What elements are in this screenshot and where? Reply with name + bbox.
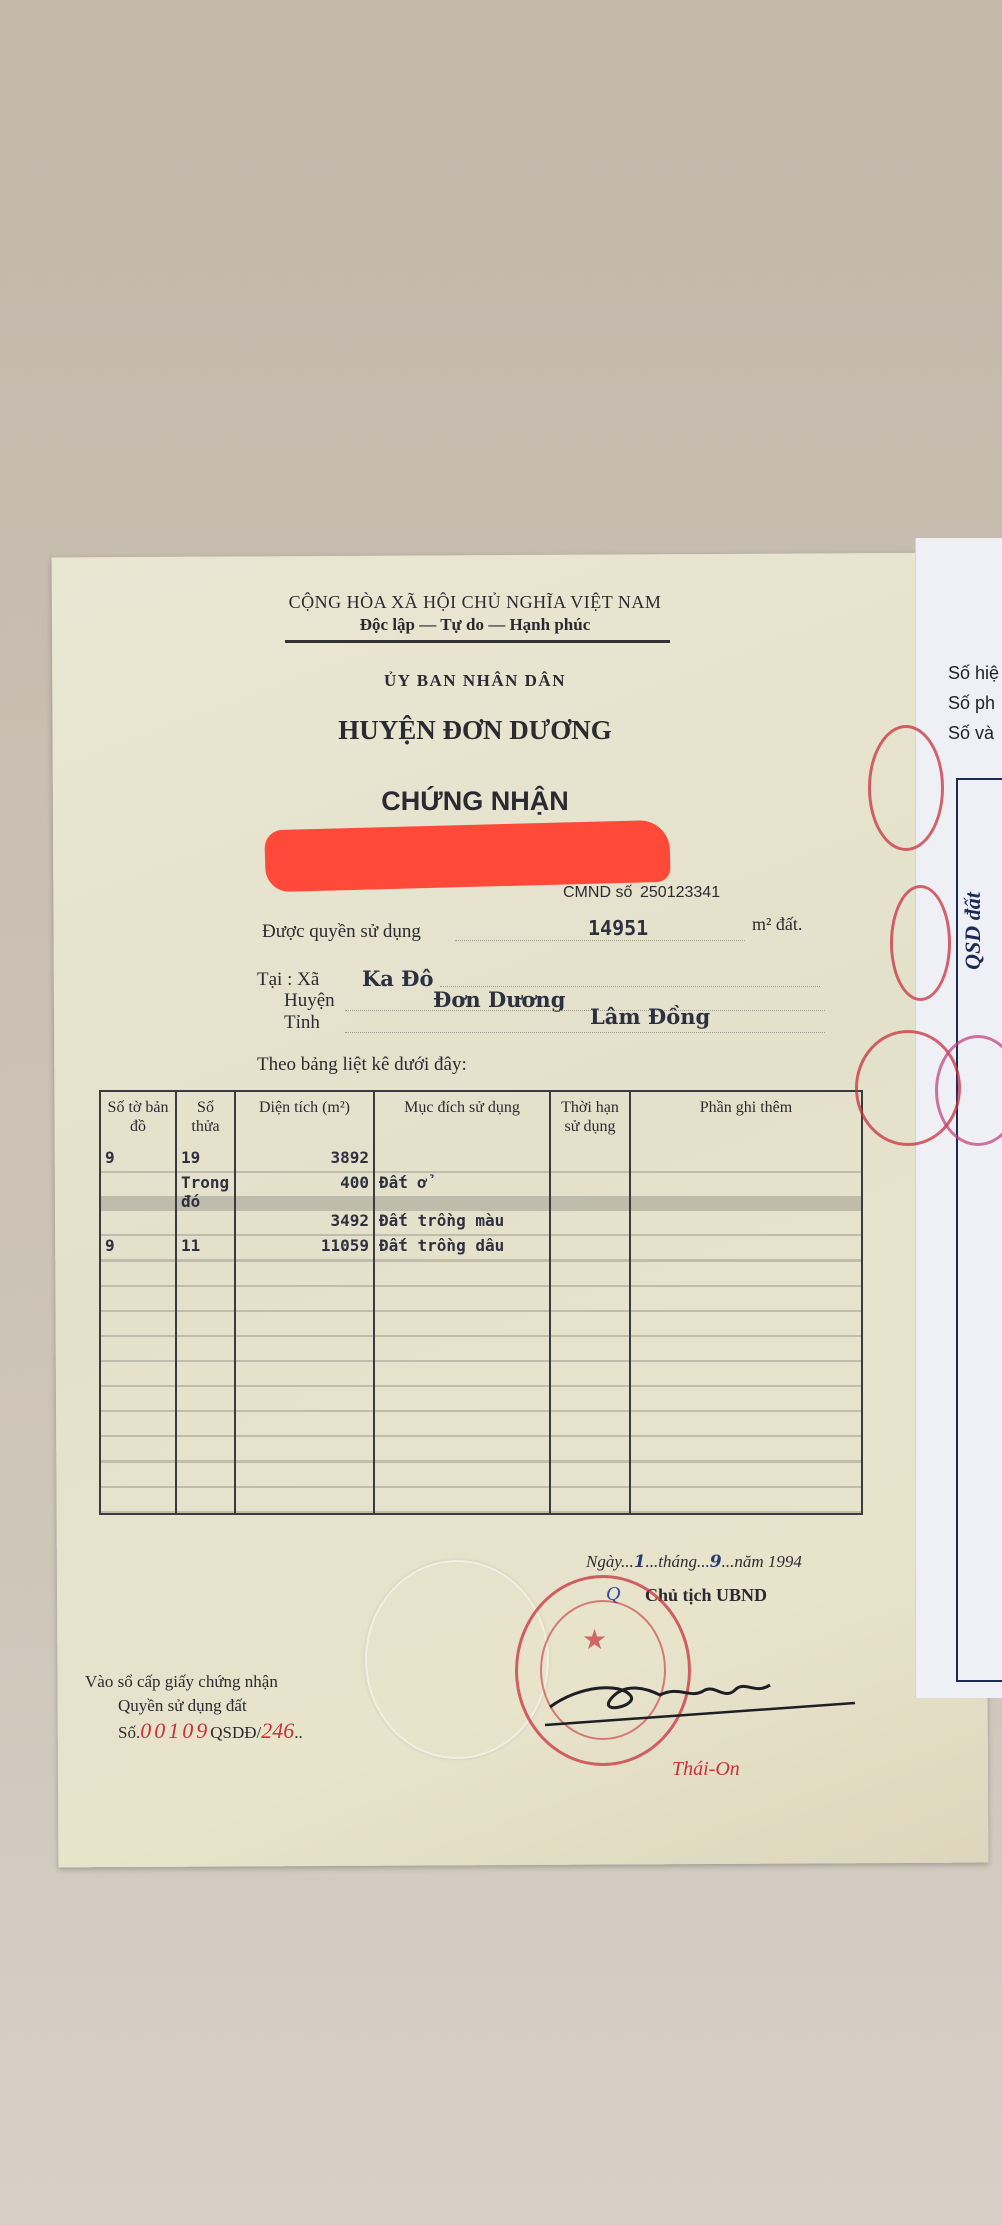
table-cell [550, 1437, 630, 1462]
table-cell: 19 [176, 1148, 235, 1173]
table-cell [630, 1262, 862, 1287]
table-cell [630, 1362, 862, 1387]
table-cell [550, 1173, 630, 1211]
month-label: tháng [658, 1552, 698, 1571]
area-label: Được quyền sử dụng [262, 921, 421, 942]
registry-suffix-value: 246 [261, 1718, 295, 1743]
issuer-line2: HUYỆN ĐƠN DƯƠNG [338, 715, 612, 745]
table-cell [630, 1463, 862, 1488]
table-cell [176, 1412, 235, 1437]
table-cell [630, 1236, 862, 1261]
table-row [100, 1211, 862, 1236]
table-cell [374, 1488, 550, 1514]
registry-number: Số.00109QSDĐ/246.. [118, 1718, 303, 1743]
registry-suffix: QSDĐ/ [210, 1723, 262, 1742]
table-cell [176, 1312, 235, 1337]
side-doc-line: Số ph [948, 693, 996, 713]
table-cell [374, 1463, 550, 1488]
side-doc-line: Số hiệ [948, 663, 1000, 683]
table-cell [235, 1463, 374, 1488]
table-cell [235, 1362, 374, 1387]
table-empty-row [100, 1312, 862, 1337]
table-cell [176, 1387, 235, 1412]
motto: Độc lập — Tự do — Hạnh phúc [359, 615, 591, 634]
table-cell [100, 1387, 176, 1412]
table-cell [374, 1437, 550, 1462]
table-cell [630, 1312, 862, 1337]
table-cell [630, 1148, 862, 1173]
table-cell: Trong đó [176, 1173, 235, 1211]
table-cell [374, 1148, 550, 1173]
redacted-name [264, 820, 670, 893]
nation-header: CỘNG HÒA XÃ HỘI CHỦ NGHĨA VIỆT NAM [288, 592, 662, 612]
dotted-line [455, 940, 745, 941]
registration-stamp [868, 725, 944, 851]
table-cell: Đất trồng màu [374, 1211, 550, 1236]
side-doc-line: Số và [948, 723, 995, 743]
column-header: Phần ghi thêm [630, 1091, 862, 1148]
district-label: Huyện [284, 990, 335, 1011]
table-cell [550, 1463, 630, 1488]
table-cell [630, 1488, 862, 1514]
column-header: Thời hạn sử dụng [550, 1091, 630, 1148]
day-label: Ngày [586, 1552, 621, 1571]
table-empty-row [100, 1437, 862, 1462]
table-cell: 400 [235, 1173, 374, 1211]
table-cell [235, 1412, 374, 1437]
table-cell [630, 1173, 862, 1211]
table-cell [176, 1488, 235, 1514]
table-cell [550, 1211, 630, 1236]
table-cell [374, 1337, 550, 1362]
table-cell [176, 1437, 235, 1462]
column-header: Số tờ bản đồ [100, 1091, 176, 1148]
signer-prefix: Q [606, 1583, 621, 1605]
table-intro: Theo bảng liệt kê dưới đây: [257, 1054, 467, 1075]
certificate-title: CHỨNG NHẬN [381, 786, 569, 816]
province-value: Lâm Đồng [590, 1004, 711, 1029]
table-cell: 11059 [235, 1236, 374, 1261]
commune-value: Ka Đô [362, 966, 434, 991]
table-cell [176, 1362, 235, 1387]
column-header: Diện tích (m²) [235, 1091, 374, 1148]
table-cell [100, 1488, 176, 1514]
table-cell [630, 1337, 862, 1362]
land-parcel-table [99, 1090, 863, 1515]
table-cell [550, 1262, 630, 1287]
table-cell [374, 1312, 550, 1337]
signature [540, 1655, 870, 1735]
table-row [100, 1173, 862, 1211]
table-cell [630, 1287, 862, 1312]
table-cell: 3492 [235, 1211, 374, 1236]
table-cell [374, 1287, 550, 1312]
table-cell [630, 1211, 862, 1236]
table-empty-row [100, 1337, 862, 1362]
table-cell [100, 1262, 176, 1287]
table-cell [235, 1337, 374, 1362]
table-cell: 9 [100, 1236, 176, 1261]
table-cell [176, 1463, 235, 1488]
table-cell [630, 1412, 862, 1437]
year-value: 1994 [767, 1552, 802, 1571]
table-cell: 9 [100, 1148, 176, 1173]
table-cell [550, 1337, 630, 1362]
table-cell [550, 1362, 630, 1387]
table-cell [176, 1337, 235, 1362]
province-label: Tỉnh [284, 1012, 320, 1033]
table-cell: 3892 [235, 1148, 374, 1173]
table-cell [100, 1463, 176, 1488]
issuer-line1: ỦY BAN NHÂN DÂN [384, 671, 566, 690]
table-cell [550, 1287, 630, 1312]
district-value: Đơn Dương [433, 987, 566, 1012]
table-cell [550, 1387, 630, 1412]
column-header: Mục đích sử dụng [374, 1091, 550, 1148]
table-cell [100, 1337, 176, 1362]
id-value: 250123341 [640, 884, 721, 901]
id-label: CMND số [563, 884, 633, 901]
table-cell [176, 1287, 235, 1312]
table-cell [550, 1236, 630, 1261]
table-cell [100, 1437, 176, 1462]
dotted-line [345, 1010, 825, 1011]
table-cell: Đất trồng dâu [374, 1236, 550, 1261]
table-empty-row [100, 1287, 862, 1312]
day-value: 1 [633, 1552, 646, 1572]
registry-number-value: 00109 [140, 1718, 211, 1743]
table-cell [374, 1262, 550, 1287]
dotted-line [345, 1032, 825, 1033]
year-label: năm [734, 1552, 764, 1571]
registry-line2: Quyền sử dụng đất [118, 1696, 247, 1715]
table-empty-row [100, 1362, 862, 1387]
table-row [100, 1236, 862, 1261]
header-rule [285, 640, 670, 643]
table-empty-row [100, 1463, 862, 1488]
table-header-row [100, 1091, 862, 1148]
table-cell [235, 1387, 374, 1412]
table-row [100, 1148, 862, 1173]
table-cell [100, 1362, 176, 1387]
table-cell [235, 1287, 374, 1312]
table-cell [176, 1262, 235, 1287]
area-unit: m² đất. [752, 914, 803, 934]
table-cell [550, 1148, 630, 1173]
star-icon: ★ [582, 1625, 608, 1656]
table-cell [235, 1437, 374, 1462]
table-cell [550, 1312, 630, 1337]
table-cell [100, 1211, 176, 1236]
table-cell [374, 1387, 550, 1412]
area-value: 14951 [588, 916, 649, 940]
location-prefix: Tại : Xã [257, 969, 320, 990]
issue-date: Ngày...1...tháng...9...năm 1994 [586, 1552, 802, 1572]
table-cell [100, 1173, 176, 1211]
table-cell [176, 1211, 235, 1236]
table-cell [100, 1287, 176, 1312]
table-cell [235, 1488, 374, 1514]
table-cell [550, 1412, 630, 1437]
signer-title: Chủ tịch UBND [645, 1585, 768, 1605]
table-empty-row [100, 1488, 862, 1514]
registry-line1: Vào sổ cấp giấy chứng nhận [85, 1672, 278, 1691]
table-empty-row [100, 1412, 862, 1437]
table-cell: 11 [176, 1236, 235, 1261]
signer-name: Thái-On [672, 1758, 740, 1780]
table-cell [630, 1437, 862, 1462]
table-cell [630, 1387, 862, 1412]
table-empty-row [100, 1387, 862, 1412]
month-value: 9 [709, 1552, 722, 1572]
table-cell [374, 1412, 550, 1437]
registration-stamp [890, 885, 951, 1001]
registry-number-label: Số [118, 1723, 136, 1742]
table-cell [235, 1262, 374, 1287]
table-cell [374, 1362, 550, 1387]
column-header: Số thửa [176, 1091, 235, 1148]
table-cell [550, 1488, 630, 1514]
table-cell: Đất ở [374, 1173, 550, 1211]
table-cell [100, 1412, 176, 1437]
side-doc-vertical-text: QSD đất [959, 892, 985, 970]
table-empty-row [100, 1262, 862, 1287]
table-cell [100, 1312, 176, 1337]
table-cell [235, 1312, 374, 1337]
